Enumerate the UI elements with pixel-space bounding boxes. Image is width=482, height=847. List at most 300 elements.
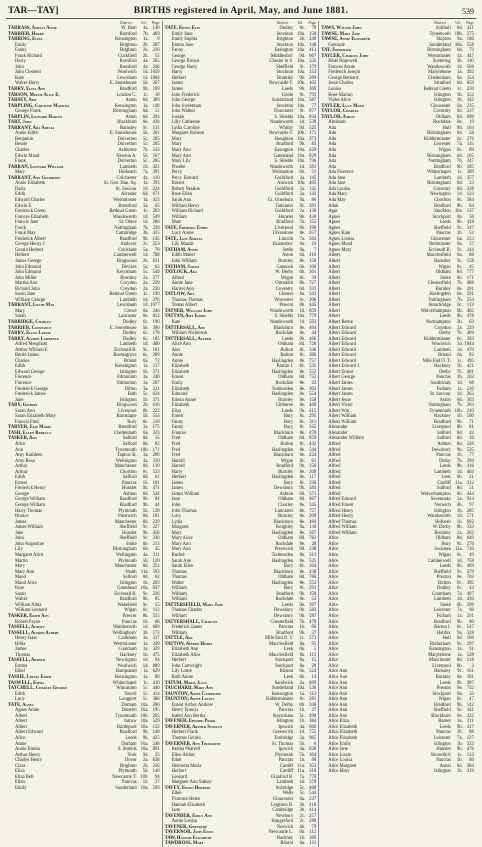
entry-volume: 9b. xyxy=(142,530,149,536)
entry-district: Haslingden xyxy=(271,530,294,536)
entry-name: TARRY, Ellen Louise xyxy=(8,331,51,337)
entry-district: Mile End O. T. xyxy=(422,358,451,364)
entry-page: 162 xyxy=(152,347,160,353)
entry-page: 310 xyxy=(309,769,317,775)
entry-page: 525 xyxy=(309,125,317,131)
entry-volume: 1b. xyxy=(456,519,463,525)
entry-page: 543 xyxy=(152,148,160,154)
entry-district: Longport xyxy=(119,697,137,703)
entry-name: Frederick Joseph xyxy=(328,70,361,76)
entry-name: Sarah xyxy=(15,591,26,597)
entry-volume: 7a. xyxy=(457,736,463,741)
entry-volume: 5b. xyxy=(142,131,149,137)
entry-page: 776 xyxy=(309,774,317,780)
entry-name: Gertrude xyxy=(328,42,345,48)
entry-volume: 9a. xyxy=(299,197,306,203)
entry-volume: 10a. xyxy=(140,747,149,753)
entry-page: 251 xyxy=(152,564,160,570)
entry-volume: 10a. xyxy=(140,708,149,714)
entry-name: Annie xyxy=(171,353,184,359)
entry-page: 584 xyxy=(466,197,474,203)
entry-page: 104 xyxy=(309,752,317,758)
entry-volume: 3b. xyxy=(299,808,306,814)
register-entry xyxy=(321,769,474,775)
entry-district: Blackburn xyxy=(273,453,294,459)
entry-district: Ashton xyxy=(437,442,451,448)
entry-volume: 8b. xyxy=(299,225,306,231)
entry-district: Sunderland xyxy=(429,42,451,48)
entry-volume: 1a. xyxy=(457,386,463,392)
entry-page: 276 xyxy=(466,541,474,547)
entry-volume: 9c. xyxy=(457,569,463,575)
entry-volume: 9c. xyxy=(457,669,463,675)
entry-page: 186 xyxy=(466,37,474,43)
entry-district: Chorlton xyxy=(119,469,137,475)
entry-page: 352 xyxy=(466,92,474,98)
entry-volume: 2a. xyxy=(299,175,306,181)
entry-name: Ernest xyxy=(15,480,27,486)
entry-volume: 8d. xyxy=(142,491,149,497)
entry-page: 102 xyxy=(309,81,317,87)
entry-volume: 1d. xyxy=(142,303,149,309)
entry-page: 289 xyxy=(309,819,317,825)
entry-page: 415 xyxy=(152,231,160,237)
entry-volume: 1c. xyxy=(142,680,149,686)
entry-volume: 8c. xyxy=(299,586,306,592)
entry-district: Salford xyxy=(122,436,137,442)
entry-name: Agnes xyxy=(328,214,341,220)
entry-name: Ada May xyxy=(328,197,346,203)
entry-name: Alice Lizzie xyxy=(328,752,352,758)
entry-page: 659 xyxy=(309,308,317,314)
entry-district: Stoke xyxy=(125,541,137,547)
entry-name: TARRASS, Amelia Annie xyxy=(8,26,57,31)
entry-volume: 6b. xyxy=(299,647,306,653)
entry-district: Croydon xyxy=(120,286,137,292)
entry-page: 20 xyxy=(311,663,317,669)
entry-district: Cookham xyxy=(118,647,137,653)
entry-district: Wandsworth xyxy=(113,625,137,631)
entry-page: 72 xyxy=(154,358,160,364)
entry-district: Andover xyxy=(120,242,137,248)
entry-district: Stoke xyxy=(440,275,451,281)
entry-district: Blackburn xyxy=(273,519,294,525)
entry-name: Mary xyxy=(15,170,26,176)
entry-page: 148 xyxy=(309,42,317,48)
entry-volume: 4a. xyxy=(142,175,149,181)
entry-page: 311 xyxy=(152,552,160,558)
entry-page: 117 xyxy=(152,364,160,370)
entry-name: Alice xyxy=(328,558,339,564)
entry-name: John Thomas xyxy=(171,508,197,514)
entry-name: Alice xyxy=(328,636,339,642)
entry-page: 185 xyxy=(152,336,160,342)
entry-name: Amy Kathleen xyxy=(15,453,43,459)
entry-volume: 8e. xyxy=(457,120,463,126)
entry-district: Neath xyxy=(125,569,137,575)
entry-district: Chorley xyxy=(278,503,294,509)
entry-name: Albert Edward xyxy=(328,347,356,353)
entry-district: Blackburn xyxy=(431,713,451,719)
entry-district: Coventry xyxy=(433,109,451,115)
entry-district: Bradford xyxy=(119,87,137,93)
entry-district: Sandwich xyxy=(274,680,294,686)
entry-volume: 9b. xyxy=(299,336,306,342)
column-header-district: District. xyxy=(434,21,447,25)
entry-page: 447 xyxy=(466,53,474,59)
entry-name: Jane xyxy=(171,497,180,503)
entry-district: Birmingham xyxy=(112,547,137,553)
entry-page: 389 xyxy=(466,170,474,176)
entry-name: Edith xyxy=(15,691,26,697)
entry-name: Alice Ann xyxy=(328,702,348,708)
entry-page: 201 xyxy=(466,286,474,292)
entry-district: Wigan xyxy=(438,264,451,270)
entry-district: Blackburn xyxy=(273,569,294,575)
entry-district: Hackney xyxy=(434,364,451,370)
entry-name: Alice Ann xyxy=(328,713,348,719)
entry-volume: 8b. xyxy=(456,663,463,669)
entry-district: Barnet xyxy=(438,719,451,725)
entry-name: Ellen xyxy=(171,791,182,797)
entry-district: Ringwood xyxy=(117,258,137,264)
entry-volume: 1a. xyxy=(299,691,306,697)
entry-page: 63 xyxy=(469,319,474,325)
entry-volume: 8c. xyxy=(299,480,306,486)
entry-page: 62 xyxy=(154,442,160,448)
entry-volume: 10a. xyxy=(454,42,463,48)
entry-district: Brentford xyxy=(118,203,137,209)
entry-volume: 8d. xyxy=(456,270,463,276)
entry-district: Leeds xyxy=(281,408,294,414)
entry-district: Oldham xyxy=(278,536,294,542)
entry-district: Barnsley xyxy=(434,669,451,675)
entry-page: 130 xyxy=(152,26,160,31)
entry-page: 666 xyxy=(309,724,317,730)
entry-page: 178 xyxy=(152,331,160,337)
entry-name: Alice xyxy=(328,608,339,614)
entry-name: Albert Edward xyxy=(328,353,356,359)
entry-page: 379 xyxy=(466,569,474,575)
entry-volume: 10a. xyxy=(297,148,306,154)
entry-volume: 3a. xyxy=(142,203,149,209)
entry-name: TATLOW, Ada xyxy=(164,292,195,298)
entry-volume: 9c. xyxy=(142,125,149,131)
entry-district: Stockton xyxy=(276,42,294,48)
entry-name: John xyxy=(15,536,24,542)
entry-name: TAUNTON, Annie Louisa xyxy=(164,697,215,703)
entry-volume: 1d. xyxy=(456,192,463,198)
entry-volume: 8e. xyxy=(299,381,306,386)
entry-district: Wigan xyxy=(280,275,294,281)
entry-volume: 3b. xyxy=(142,630,149,636)
entry-volume: 8e. xyxy=(299,403,306,409)
entry-name: Rose xyxy=(15,586,25,592)
entry-page: 468 xyxy=(309,785,317,791)
entry-district: Sheffield xyxy=(433,569,451,575)
entry-page: 394 xyxy=(466,458,474,464)
entry-district: Stockport xyxy=(432,691,451,697)
entry-page: 206 xyxy=(152,220,160,226)
entry-name: Elizabeth Alice xyxy=(171,652,201,658)
entry-page: 277 xyxy=(152,275,160,281)
entry-volume: 1d. xyxy=(456,392,463,398)
entry-name: John William xyxy=(171,258,197,264)
entry-volume: 8e. xyxy=(457,674,463,680)
entry-page: 327 xyxy=(152,525,160,531)
entry-name: Agnes Mary xyxy=(328,247,352,253)
entry-name: TASSIE, Louisa Edith xyxy=(8,674,52,680)
entry-volume: 6c. xyxy=(142,331,149,337)
entry-volume: 8e. xyxy=(299,430,306,436)
entry-page: 346 xyxy=(309,347,317,353)
entry-page: 222 xyxy=(152,408,160,414)
entry-district: Burnley xyxy=(278,469,294,475)
page-number: 539 xyxy=(462,7,474,16)
entry-volume: 8c. xyxy=(457,625,463,631)
entry-district: Lewisham xyxy=(117,303,137,309)
entry-page: 757 xyxy=(309,508,317,514)
entry-page: 109 xyxy=(152,87,160,93)
entry-name: Leonard xyxy=(171,774,188,780)
entry-volume: 7b. xyxy=(456,458,463,464)
entry-volume: 9c. xyxy=(457,641,463,647)
entry-name: William xyxy=(171,586,187,592)
entry-name: Fanny xyxy=(171,48,184,54)
entry-volume: 1d. xyxy=(142,220,149,226)
entry-page: 386 xyxy=(152,697,160,703)
entry-district: Leicester xyxy=(433,608,451,614)
entry-district: Camberwell xyxy=(113,253,137,259)
entry-volume: 8e. xyxy=(299,369,306,375)
entry-volume: 9c. xyxy=(142,591,149,597)
entry-volume: 3b. xyxy=(456,319,463,325)
entry-page: 796 xyxy=(309,159,317,165)
entry-page: 205 xyxy=(152,159,160,165)
entry-page: 363 xyxy=(466,397,474,403)
entry-name: Albert xyxy=(328,270,341,276)
entry-volume: 8c. xyxy=(299,458,306,464)
entry-name: Alfred xyxy=(328,453,341,459)
entry-district: Bury xyxy=(283,480,294,486)
entry-page: 500 xyxy=(466,414,474,420)
entry-district: Leeds xyxy=(439,464,451,470)
register-entry xyxy=(165,841,317,847)
entry-name: Maud Alice xyxy=(15,580,37,586)
entry-name: Albert xyxy=(328,292,341,298)
entry-volume: 2a. xyxy=(457,497,463,503)
entry-volume: 9d. xyxy=(299,53,306,59)
entry-name: Edith Mabel xyxy=(171,253,195,259)
entry-page: 100 xyxy=(309,264,317,270)
entry-page: 201 xyxy=(152,131,160,137)
entry-page: 458 xyxy=(152,530,160,536)
entry-name: John xyxy=(171,503,181,509)
entry-volume: 9b. xyxy=(299,608,306,614)
entry-volume: 10b. xyxy=(296,131,306,137)
entry-district: Stockport xyxy=(432,214,451,220)
entry-district: Bradford xyxy=(276,630,294,636)
entry-name: TASKER, Edith Ann xyxy=(8,613,49,619)
entry-volume: 2b. xyxy=(142,42,149,48)
entry-page: 624 xyxy=(152,392,160,398)
entry-page: 52 xyxy=(469,231,474,237)
entry-volume: 6c. xyxy=(142,353,149,359)
entry-district: Barnstaple xyxy=(116,414,137,420)
entry-district: Manchester xyxy=(114,464,137,470)
entry-page: 384 xyxy=(466,763,474,769)
entry-name: Albert xyxy=(328,308,341,314)
entry-district: Ditton xyxy=(124,386,137,392)
entry-volume: 8a. xyxy=(299,292,306,298)
page-header xyxy=(6,6,476,19)
entry-page: 80 xyxy=(469,619,474,625)
entry-district: Prescot xyxy=(122,613,137,619)
entry-volume: 7b. xyxy=(456,369,463,375)
entry-name: Alice xyxy=(328,591,339,597)
entry-page: 33 xyxy=(469,181,474,187)
entry-page: 544 xyxy=(309,791,317,797)
entry-page: 158 xyxy=(466,258,474,264)
entry-district: W. Derby xyxy=(275,702,294,708)
entry-page: 310 xyxy=(152,458,160,464)
entry-volume: 7a. xyxy=(299,236,306,242)
entry-district: Woolwich xyxy=(117,663,137,669)
entry-page: 386 xyxy=(309,353,317,359)
entry-name: TARRAN, Leonard William xyxy=(8,164,64,170)
entry-page: 609 xyxy=(152,625,160,631)
entry-page: 19 xyxy=(469,120,474,126)
entry-volume: 3a. xyxy=(142,381,149,386)
entry-name: Albert xyxy=(15,719,27,725)
entry-page: 568 xyxy=(466,64,474,70)
entry-name: John George xyxy=(171,98,196,104)
entry-district: Aston xyxy=(281,253,294,259)
entry-name: TAWDROSS, Mary xyxy=(164,841,204,847)
entry-name: Edwin Maud xyxy=(15,153,40,159)
entry-page: 593 xyxy=(309,319,317,325)
entry-page: 112 xyxy=(309,830,317,836)
entry-page: 37 xyxy=(311,630,317,636)
entry-volume: 9b. xyxy=(299,142,306,148)
entry-name: Alfred xyxy=(171,275,184,281)
entry-name: TATTERSALL, Ann xyxy=(164,325,206,331)
entry-name: Frances Elizabeth xyxy=(15,214,49,220)
entry-name: Francis Fred. xyxy=(15,419,40,425)
entry-name: Alice Mary xyxy=(328,769,350,775)
entry-page: 495 xyxy=(466,358,474,364)
entry-page: 302 xyxy=(309,386,317,392)
entry-name: Alfred xyxy=(328,475,341,481)
entry-volume: 8e. xyxy=(299,258,306,264)
entry-name: Isabel Ann Bertha xyxy=(171,713,206,719)
entry-page: 492 xyxy=(466,70,474,76)
entry-district: Bradford xyxy=(119,503,137,509)
entry-page: 757 xyxy=(309,358,317,364)
entry-volume: 8e. xyxy=(299,475,306,481)
entry-name: Thomas Gerald xyxy=(171,736,201,741)
entry-volume: 1d. xyxy=(456,347,463,353)
entry-volume: 7a. xyxy=(299,774,306,780)
entry-district: Newington xyxy=(429,192,451,198)
entry-district: Chesterfield xyxy=(270,619,294,625)
entry-name: TARPLING, Caroline Matilda xyxy=(8,103,70,109)
entry-name: Percy xyxy=(171,170,183,176)
entry-volume: 8b. xyxy=(142,408,149,414)
entry-volume: 7b. xyxy=(456,297,463,303)
entry-district: Stockport xyxy=(274,663,294,669)
entry-name: Albert Edward xyxy=(15,730,43,736)
entry-page: 337 xyxy=(466,109,474,115)
entry-district: Wandsworth xyxy=(427,64,451,70)
entry-name: Ernest xyxy=(171,375,184,381)
entry-name: Eliza xyxy=(171,408,182,414)
entry-page: 7 xyxy=(313,247,317,253)
entry-district: S. Shields xyxy=(274,114,294,120)
entry-page: 583 xyxy=(309,164,317,170)
entry-name: TATE, Edwin Eliz xyxy=(164,26,201,31)
entry-name: TARRY, Alfred Lawrence xyxy=(8,336,59,342)
entry-volume: 1d. xyxy=(142,663,149,669)
entry-page: 791 xyxy=(309,92,317,98)
entry-page: 263 xyxy=(466,403,474,409)
entry-district: Stockton xyxy=(434,209,451,215)
entry-page: 573 xyxy=(309,636,317,642)
entry-page: 14 xyxy=(311,674,317,680)
entry-page: 525 xyxy=(309,558,317,564)
entry-page: 341 xyxy=(309,292,317,298)
entry-district: Oldham xyxy=(278,342,294,348)
entry-page: 158 xyxy=(309,397,317,403)
entry-volume: 9b. xyxy=(456,619,463,625)
entry-district: Bradford xyxy=(276,220,294,226)
entry-name: Mary Ann xyxy=(171,148,191,154)
entry-name: William Nicholson xyxy=(171,331,208,337)
entry-district: Newton A. xyxy=(116,153,137,159)
entry-volume: 4a. xyxy=(142,26,149,31)
entry-page: 469 xyxy=(466,564,474,570)
entry-district: Dudley xyxy=(122,331,137,337)
entry-district: Worcester xyxy=(274,297,294,303)
entry-page: 6 xyxy=(313,741,317,747)
entry-volume: 10a. xyxy=(297,114,306,120)
entry-volume: 3b. xyxy=(142,231,149,237)
entry-volume: 1b. xyxy=(142,619,149,625)
entry-page: 247 xyxy=(466,159,474,165)
entry-name: Albert James xyxy=(328,381,353,386)
entry-district: Ringwood xyxy=(117,403,137,409)
entry-page: 131 xyxy=(152,125,160,131)
entry-page: 788 xyxy=(152,253,160,259)
entry-district: Ormskirk xyxy=(275,281,294,287)
entry-volume: 6d. xyxy=(456,48,463,54)
entry-page: 263 xyxy=(466,530,474,536)
entry-district: Cardiff xyxy=(279,763,294,769)
entry-name: TATLOCK, Ada xyxy=(164,270,198,276)
entry-page: 145 xyxy=(309,175,317,181)
entry-district: Wellingboro' xyxy=(112,630,137,636)
entry-page: 57 xyxy=(469,242,474,248)
entry-page: 150 xyxy=(309,31,317,37)
entry-name: Clara xyxy=(15,763,26,769)
entry-volume: 5c. xyxy=(142,142,149,148)
entry-district: Dewsbury xyxy=(273,486,294,492)
entry-page: 407 xyxy=(466,591,474,597)
entry-page: 158 xyxy=(309,258,317,264)
entry-page: 659 xyxy=(309,436,317,442)
entry-district: Wandsworth xyxy=(269,164,294,170)
entry-name: Lily xyxy=(15,547,23,553)
